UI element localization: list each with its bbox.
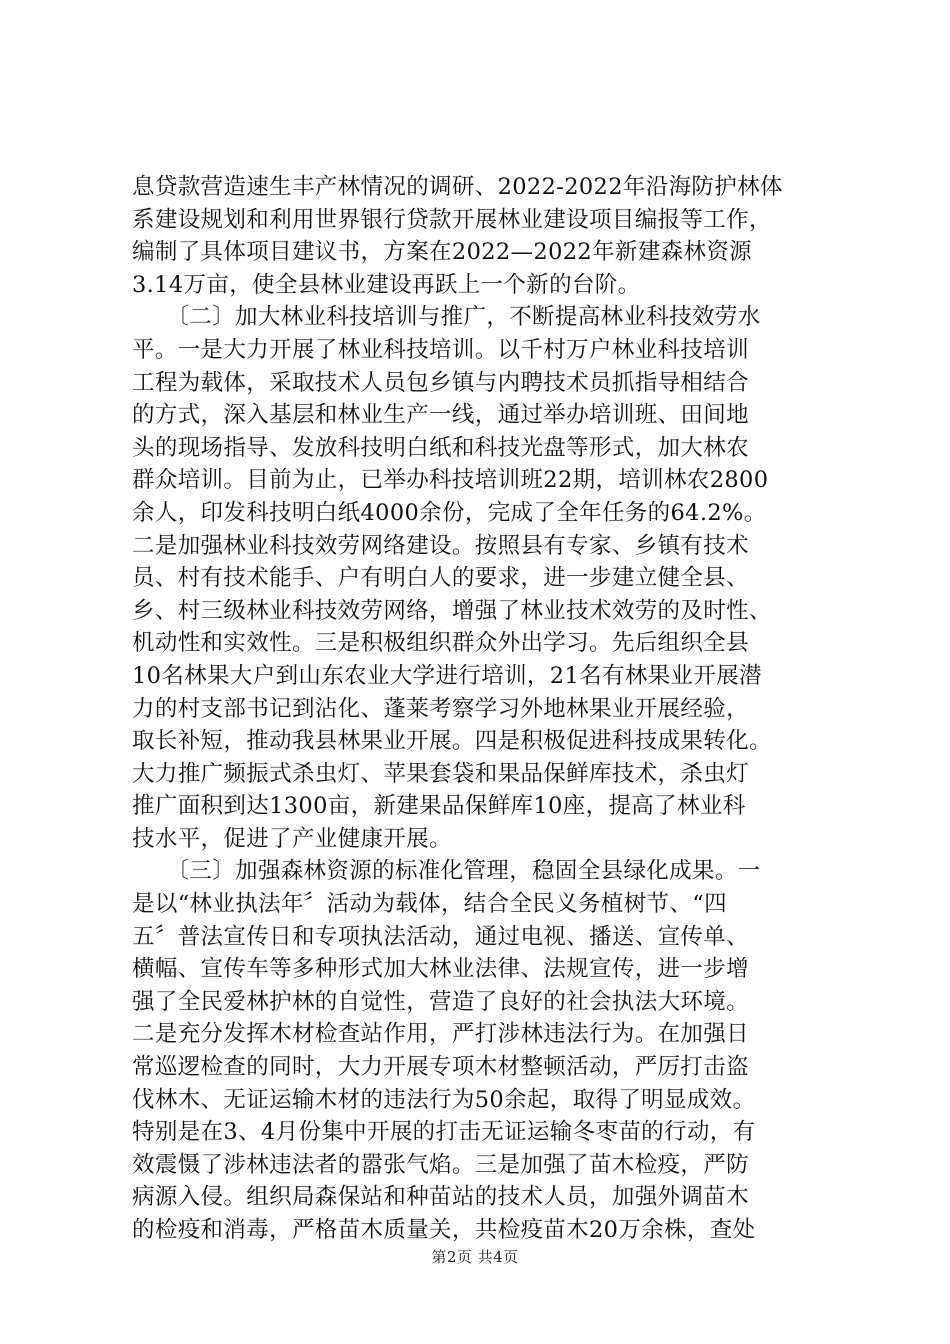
- text-line: 力的村支部书记到沾化、蓬莱考察学习外地林果业开展经验，: [132, 695, 749, 722]
- text-line: 10名林果大户到山东农业大学进行培训，21名有林果业开展潜: [132, 662, 762, 689]
- body-text: [132, 171, 822, 1247]
- text-line: 群众培训。目前为止，已举办科技培训班22期，培训林农2800: [132, 467, 769, 494]
- text-line: 平。一是大力开展了林业科技培训。以千村万户林业科技培训: [132, 336, 749, 363]
- text-line: 息贷款营造速生丰产林情况的调研、2022-2022年沿海防护林体: [132, 174, 783, 200]
- text-line: 横幅、宣传车等多种形式加大林业法律、法规宣传，进一步增: [132, 956, 749, 983]
- text-line: 推广面积到达1300亩，新建果品保鲜库10座，提高了林业科: [132, 793, 746, 820]
- text-line: 〔三〕加强森林资源的标准化管理，稳固全县绿化成果。一: [132, 858, 761, 885]
- text-line: 的检疫和消毒，严格苗木质量关，共检疫苗木20万余株，查处: [132, 1217, 756, 1243]
- text-line: 头的现场指导、发放科技明白纸和科技光盘等形式，加大林农: [132, 434, 749, 461]
- text-line: 取长补短，推动我县林果业开展。四是积极促进科技成果转化。: [132, 728, 772, 755]
- text-line: 系建设规划和利用世界银行贷款开展林业建设项目编报等工作，: [132, 206, 772, 233]
- text-line: 二是加强林业科技效劳网络建设。按照县有专家、乡镇有技术: [132, 532, 749, 559]
- text-line: 工程为载体，采取技术人员包乡镇与内聘技术员抓指导相结合: [132, 369, 749, 396]
- text-line: 常巡逻检查的同时，大力开展专项木材整顿活动，严厉打击盗: [132, 1054, 749, 1081]
- text-line: 机动性和实效性。三是积极组织群众外出学习。先后组织全县: [132, 630, 749, 657]
- text-line: 伐林木、无证运输木材的违法行为50余起，取得了明显成效。: [132, 1086, 756, 1113]
- text-line: 〔二〕加大林业科技培训与推广，不断提高林业科技效劳水: [132, 304, 761, 331]
- text-line: 技水平，促进了产业健康开展。: [132, 825, 452, 852]
- text-line: 大力推广频振式杀虫灯、苹果套袋和果品保鲜库技术，杀虫灯: [132, 760, 749, 787]
- text-line: 二是充分发挥木材检查站作用，严打涉林违法行为。在加强日: [132, 1021, 749, 1048]
- text-line: 是以“林业执法年〞活动为载体，结合全民义务植树节、“四: [132, 891, 727, 918]
- text-line: 五〞普法宣传日和专项执法活动，通过电视、播送、宣传单、: [132, 923, 749, 950]
- text-line: 病源入侵。组织局森保站和种苗站的技术人员，加强外调苗木: [132, 1184, 749, 1211]
- text-line: 特别是在3、4月份集中开展的打击无证运输冬枣苗的行动，有: [132, 1119, 756, 1146]
- text-line: 员、村有技术能手、户有明白人的要求，进一步建立健全县、: [132, 565, 749, 592]
- page-footer: 第2页 共4页: [431, 1248, 519, 1266]
- text-line: 3.14万亩，使全县林业建设再跃上一个新的台阶。: [132, 271, 641, 298]
- text-line: 乡、村三级林业科技效劳网络，增强了林业技术效劳的及时性、: [132, 597, 772, 624]
- text-line: 编制了具体项目建议书，方案在2022—2022年新建森林资源: [132, 239, 753, 266]
- text-line: 余人，印发科技明白纸4000余份，完成了全年任务的64.2%。: [132, 499, 767, 526]
- text-line: 强了全民爱林护林的自觉性，营造了良好的社会执法大环境。: [132, 988, 749, 1015]
- text-line: 的方式，深入基层和林业生产一线，通过举办培训班、田间地: [132, 402, 749, 429]
- text-line: 效震慑了涉林违法者的嚣张气焰。三是加强了苗木检疫，严防: [132, 1151, 749, 1178]
